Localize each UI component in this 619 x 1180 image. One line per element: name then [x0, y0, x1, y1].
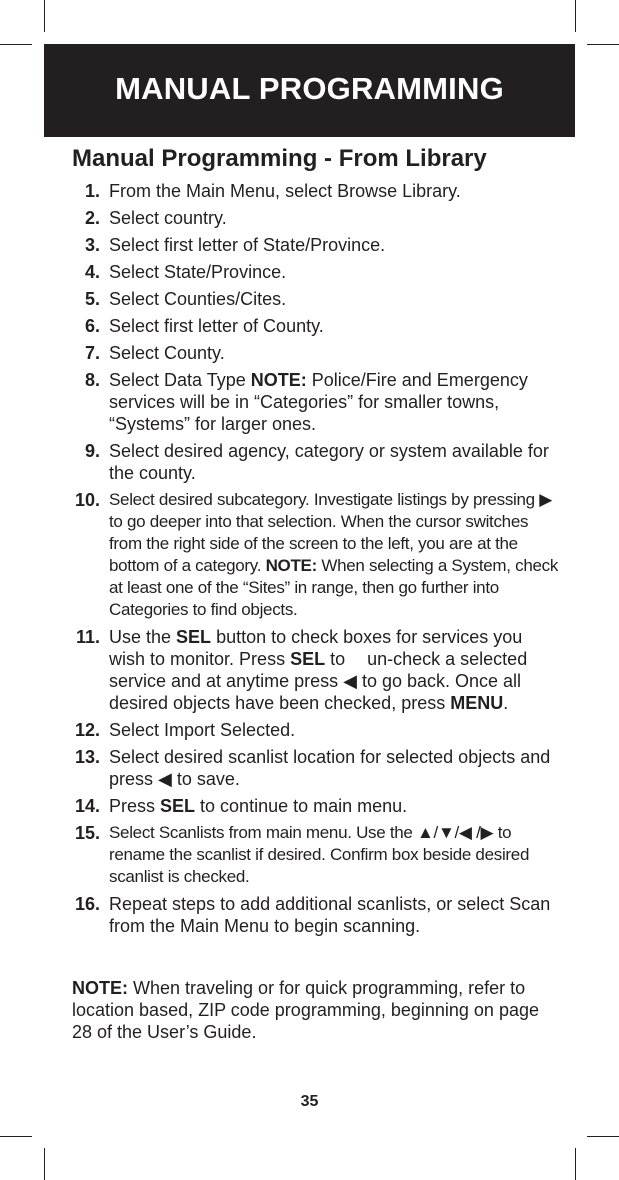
- step-number: 4.: [84, 262, 100, 282]
- step-5: [60, 288, 560, 310]
- sel-key-label: SEL: [290, 649, 326, 669]
- step-number: 10.: [74, 490, 100, 510]
- note-label: NOTE:: [265, 556, 317, 575]
- step-8: [60, 369, 560, 435]
- note-text: When traveling or for quick programming, refer to location based, ZIP code programming, beginning on page 28 of the User’s Guide.: [72, 978, 539, 1042]
- step-3: [60, 234, 560, 256]
- crop-mark: [44, 1148, 45, 1180]
- sel-key-label: SEL: [176, 627, 212, 647]
- step-text: From the Main Menu, select Browse Library.: [109, 181, 461, 201]
- step-13: [60, 746, 560, 790]
- step-number: 13.: [74, 747, 100, 767]
- step-number: 1.: [84, 181, 100, 201]
- step-text: Select Import Selected.: [109, 720, 296, 740]
- step-12: [60, 719, 560, 741]
- step-number: 14.: [74, 796, 100, 816]
- step-text: Repeat steps to add additional scanlists, or select Scan from the Main Menu to begin scanning.: [109, 894, 551, 936]
- step-15: [60, 822, 560, 888]
- step-number: 12.: [74, 720, 100, 740]
- banner-title: MANUAL PROGRAMMING: [115, 70, 504, 106]
- step-text: Select State/Province.: [109, 262, 287, 282]
- menu-key-label: MENU: [450, 693, 504, 713]
- step-number: 6.: [84, 316, 100, 336]
- step-text: Use the SEL button to check boxes for services you wish to monitor. Press SEL to un-check a selected service and at anytime press ◀ to go back. Once all desired objects have been checked, press MENU.: [109, 627, 528, 713]
- note-label: NOTE:: [250, 370, 307, 390]
- step-number: 9.: [84, 441, 100, 461]
- crop-mark: [44, 0, 45, 32]
- step-14: [60, 795, 560, 817]
- crop-mark: [575, 1148, 576, 1180]
- step-text: Select first letter of County.: [109, 316, 324, 336]
- step-4: [60, 261, 560, 283]
- sel-key-label: SEL: [160, 796, 196, 816]
- step-text: Select desired scanlist location for selected objects and press ◀ to save.: [109, 747, 551, 789]
- page-number: 35: [300, 1093, 319, 1110]
- right-arrow-icon: ▶: [539, 490, 553, 509]
- crop-mark: [0, 44, 32, 45]
- left-arrow-icon: ◀: [158, 769, 172, 789]
- left-arrow-icon: ◀: [343, 671, 357, 691]
- step-text: Select Counties/Cites.: [109, 289, 287, 309]
- step-number: 5.: [84, 289, 100, 309]
- step-text: Select country.: [109, 208, 227, 228]
- note-label: NOTE:: [72, 978, 128, 998]
- step-text: Select Data Type NOTE: Police/Fire and Emergency services will be in “Categories” for smaller towns, “Systems” for larger ones.: [109, 370, 528, 434]
- step-1: [60, 180, 560, 202]
- step-text: Select desired agency, category or system available for the county.: [109, 441, 549, 483]
- step-7: [60, 342, 560, 364]
- crop-mark: [587, 44, 619, 45]
- step-number: 8.: [84, 370, 100, 390]
- step-16: [60, 893, 560, 937]
- step-text: Select Scanlists from main menu. Use the ▲/▼/◀ /▶ to rename the scanlist if desired. Confirm box beside desired scanlist is checked.: [109, 823, 530, 886]
- step-number: 2.: [84, 208, 100, 228]
- step-9: [60, 440, 560, 484]
- section-heading: Manual Programming - From Library: [72, 145, 487, 172]
- crop-mark: [587, 1136, 619, 1137]
- step-text: Select County.: [109, 343, 225, 363]
- step-text: Press SEL to continue to main menu.: [109, 796, 408, 816]
- step-6: [60, 315, 560, 337]
- step-number: 11.: [75, 627, 100, 647]
- closing-note: [72, 977, 562, 1043]
- step-text: Select desired subcategory. Investigate listings by pressing ▶ to go deeper into that selection. When the cursor switches from the right side of the screen to the left, you are at the bottom of a category. NOTE: When selecting a System, check at least one of the “Sites” in range, then go further into Categories to find objects.: [109, 490, 559, 619]
- steps-list: [60, 180, 560, 942]
- crop-mark: [0, 1136, 32, 1137]
- crop-mark: [575, 0, 576, 32]
- step-2: [60, 207, 560, 229]
- step-text: Select first letter of State/Province.: [109, 235, 386, 255]
- arrow-keys-icon: ▲/▼/◀ /▶: [417, 823, 494, 842]
- step-number: 16.: [74, 894, 100, 914]
- step-number: 3.: [84, 235, 100, 255]
- step-10: [60, 489, 560, 621]
- step-number: 7.: [84, 343, 100, 363]
- page-banner: [44, 44, 575, 137]
- step-11: [60, 626, 560, 714]
- step-number: 15.: [74, 823, 100, 843]
